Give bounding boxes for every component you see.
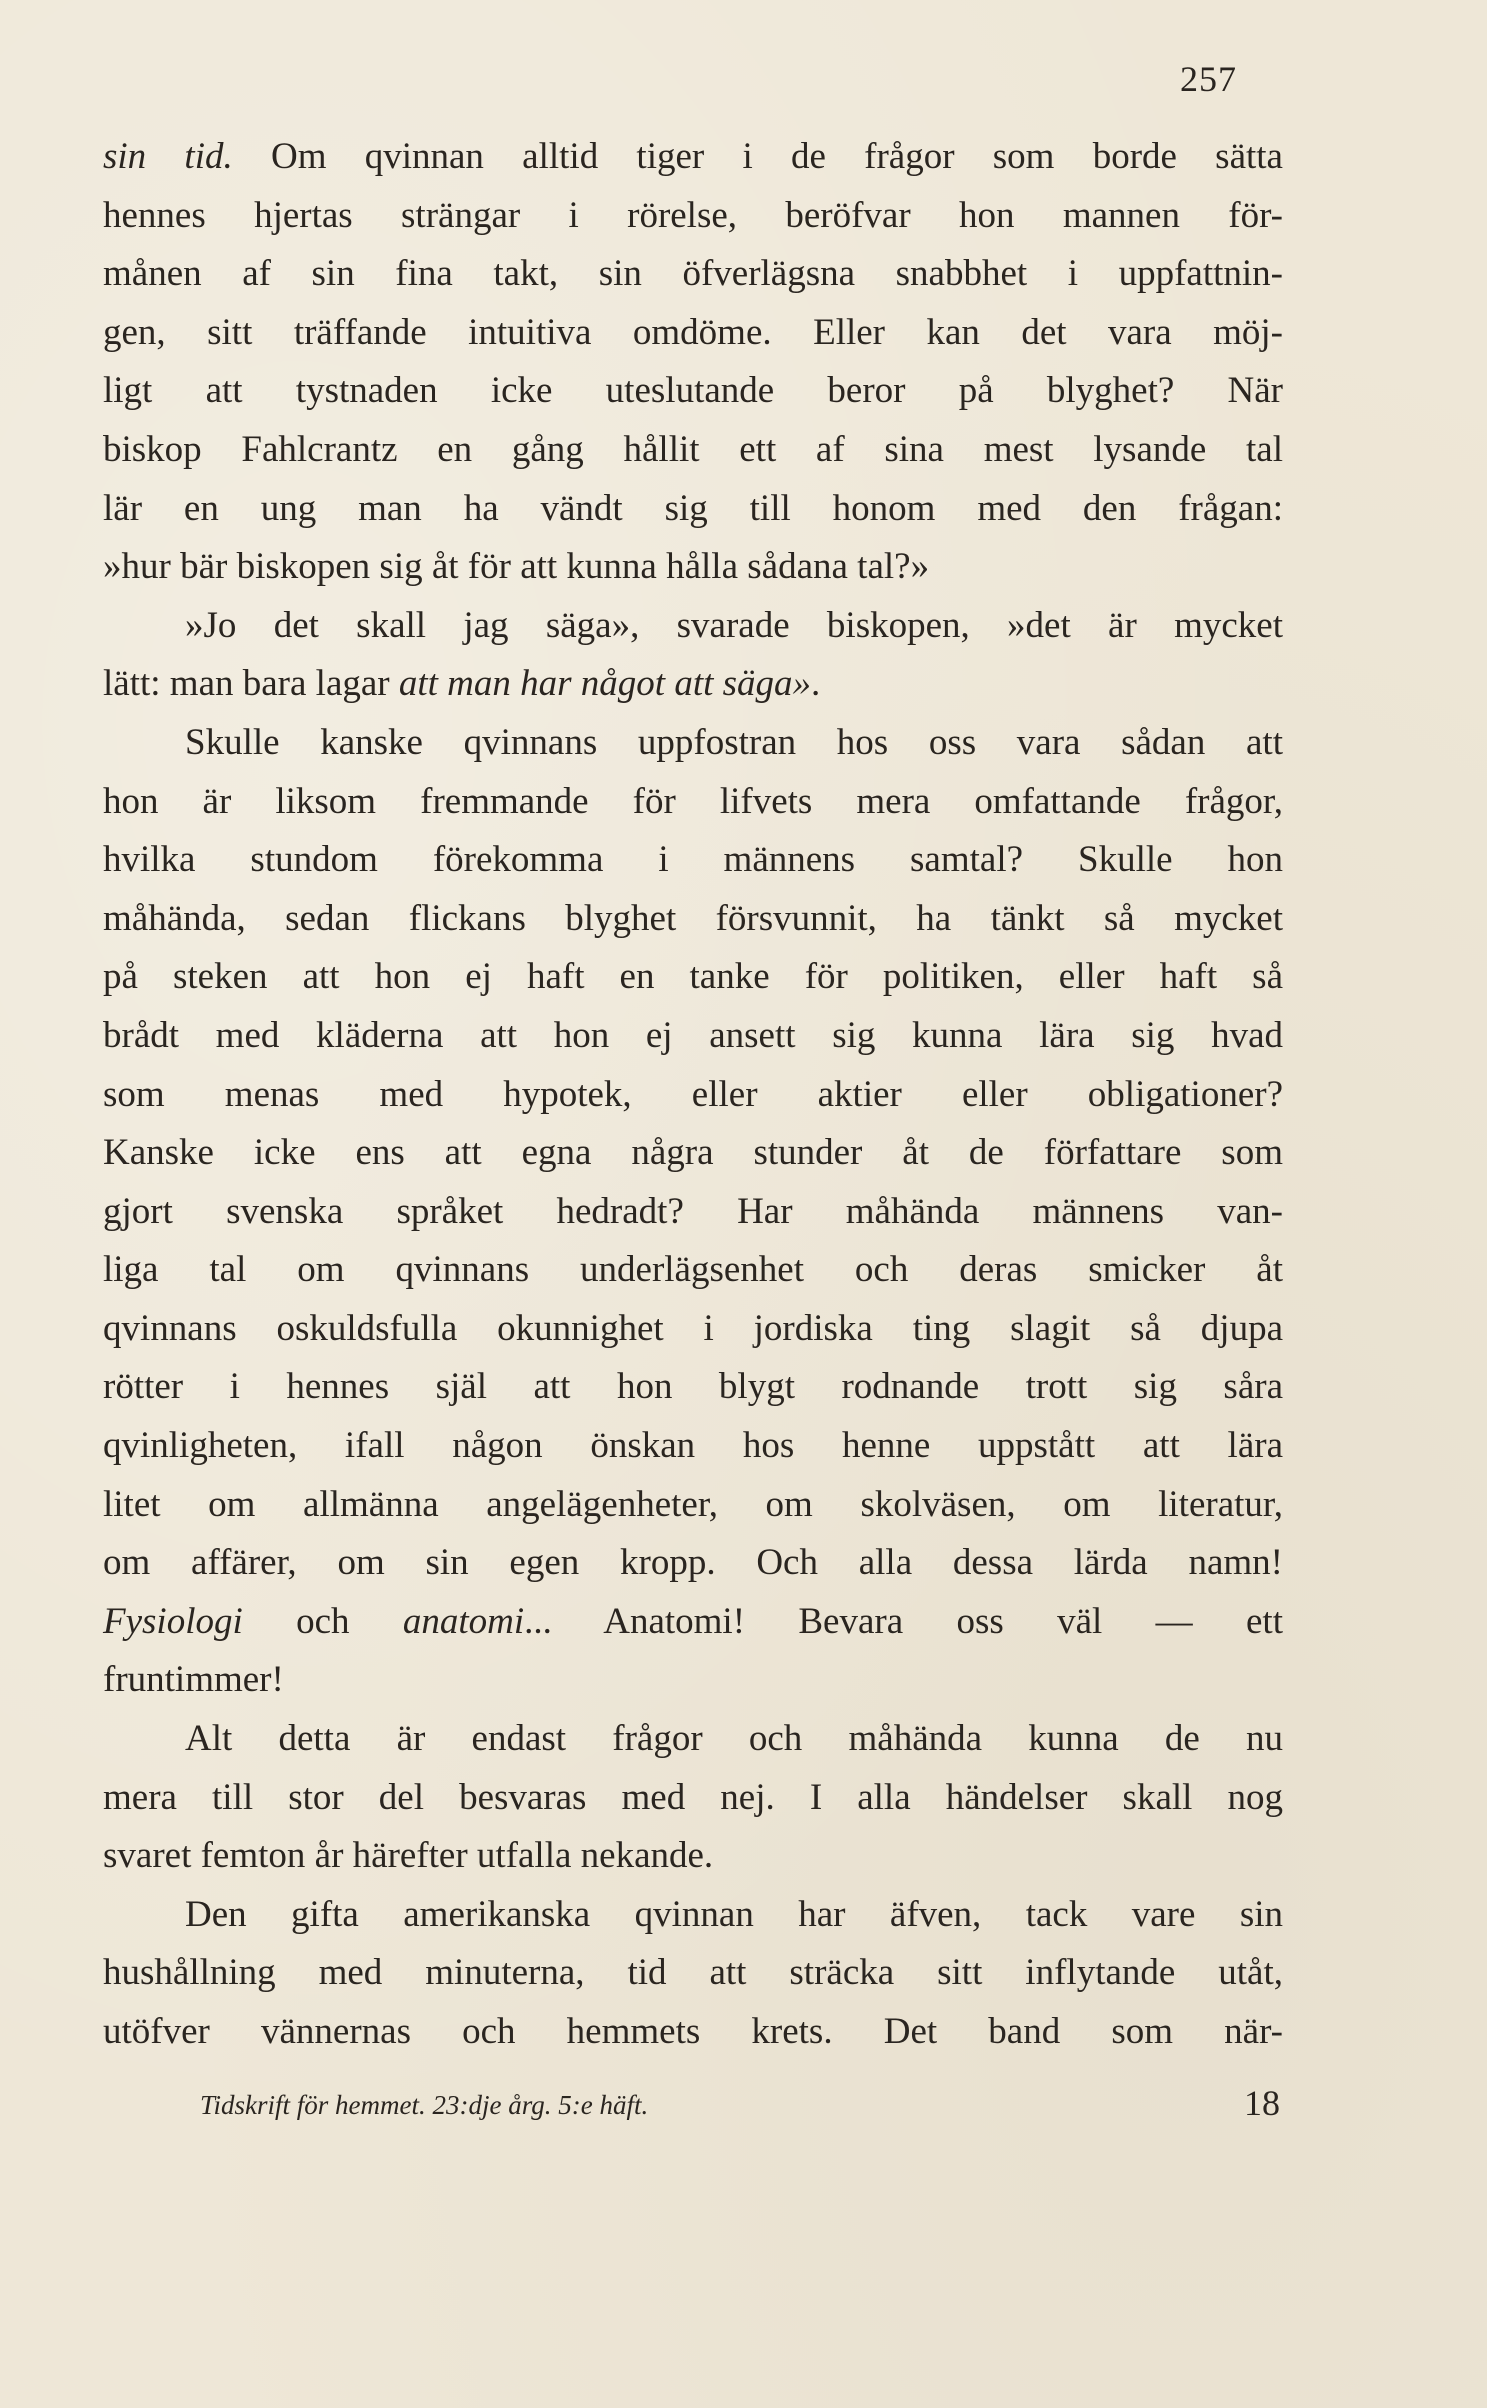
body-text (103, 128, 1283, 2062)
text-span: lär en ung man ha vändt sig till honom med den frågan: (103, 487, 1283, 529)
text-span: gen, sitt träffande intuitiva omdöme. Eller kan det vara möj- (103, 311, 1283, 353)
text-line (103, 1183, 1283, 1242)
text-line (103, 245, 1283, 304)
text-span: litet om allmänna angelägenheter, om skolväsen, om literatur, (103, 1483, 1283, 1525)
text-span: brådt med kläderna att hon ej ansett sig kunna lära sig hvad (103, 1014, 1283, 1056)
text-line (103, 1476, 1283, 1535)
text-span: ligt att tystnaden icke uteslutande beror på blyghet? När (103, 370, 1283, 412)
text-span: utöfver vännernas och hemmets krets. Det band som när- (103, 2011, 1283, 2052)
text-span: om affärer, om sin egen kropp. Och alla dessa lärda namn! (103, 1542, 1283, 1584)
text-line (103, 1769, 1283, 1828)
text-line (103, 1066, 1283, 1125)
text-line (103, 1710, 1283, 1769)
text-span: . (811, 663, 821, 705)
text-line (103, 1241, 1283, 1300)
text-span: hon är liksom fremmande för lifvets mera omfattande frågor, (103, 780, 1283, 822)
text-line (103, 597, 1283, 656)
text-span: svaret femton år härefter utfalla nekande. (103, 1835, 714, 1877)
text-line (103, 1886, 1283, 1945)
text-line (103, 538, 1283, 597)
journal-title: Tidskrift för hemmet. 23:dje årg. 5:e häft. (200, 2090, 649, 2120)
text-span: Alt detta är endast frågor och måhända kunna de nu (185, 1718, 1283, 1760)
text-span: fruntimmer! (103, 1659, 284, 1701)
text-line (103, 1300, 1283, 1359)
text-span: biskop Fahlcrantz en gång hållit ett af sina mest lysande tal (103, 428, 1283, 470)
text-line (103, 187, 1283, 246)
text-span: hushållning med minuterna, tid att sträcka sitt inflytande utåt, (103, 1952, 1283, 1994)
text-span: och (242, 1600, 403, 1642)
text-span: Den gifta amerikanska qvinnan har äfven, tack vare sin (185, 1893, 1283, 1935)
text-span: »hur bär biskopen sig åt för att kunna hålla sådana tal?» (103, 546, 930, 588)
text-span: qvinligheten, ifall någon önskan hos henne uppstått att lära (103, 1425, 1283, 1467)
text-line (103, 421, 1283, 480)
text-line (103, 948, 1283, 1007)
text-line (103, 304, 1283, 363)
text-line (103, 1944, 1283, 2003)
signature-mark: 18 (1244, 2083, 1280, 2123)
text-line (103, 1651, 1283, 1710)
text-span: hennes hjertas strängar i rörelse, beröfvar hon mannen för- (103, 194, 1283, 236)
page-number: 257 (1180, 59, 1237, 99)
italic-text: anatomi (402, 1600, 525, 1642)
text-span: liga tal om qvinnans underlägsenhet och deras smicker åt (103, 1249, 1283, 1291)
text-span: lätt: man bara lagar (103, 663, 399, 705)
text-line (103, 128, 1283, 187)
text-line (103, 890, 1283, 949)
text-line (103, 1534, 1283, 1593)
italic-text: Fysiologi (103, 1600, 243, 1642)
text-line (103, 480, 1283, 539)
text-line (103, 831, 1283, 890)
text-line (103, 773, 1283, 832)
text-span: Skulle kanske qvinnans uppfostran hos oss vara sådan att (185, 721, 1283, 763)
text-line (103, 1358, 1283, 1417)
text-line (103, 1124, 1283, 1183)
text-span: qvinnans oskuldsfulla okunnighet i jordiska ting slagit så djupa (103, 1307, 1283, 1349)
text-span: Om qvinnan alltid tiger i de frågor som borde sätta (232, 136, 1283, 177)
text-span: Kanske icke ens att egna några stunder åt de författare som (103, 1132, 1283, 1174)
text-span: som menas med hypotek, eller aktier eller obligationer? (103, 1073, 1283, 1115)
text-line (103, 1417, 1283, 1476)
text-line (103, 1827, 1283, 1886)
text-span: mera till stor del besvaras med nej. I alla händelser skall nog (103, 1776, 1283, 1818)
text-span: hvilka stundom förekomma i männens samtal? Skulle hon (103, 839, 1283, 881)
italic-text: sin tid. (103, 136, 233, 177)
text-line (103, 714, 1283, 773)
text-line (103, 2003, 1283, 2062)
text-line (103, 655, 1283, 714)
text-line (103, 1593, 1283, 1652)
text-span: månen af sin fina takt, sin öfverlägsna snabbhet i uppfattnin- (103, 253, 1283, 295)
text-span: gjort svenska språket hedradt? Har måhända männens van- (103, 1190, 1283, 1232)
text-line (103, 362, 1283, 421)
text-span: måhända, sedan flickans blyghet försvunnit, ha tänkt så mycket (103, 897, 1283, 939)
italic-text: att man har något att säga» (398, 663, 812, 705)
page-footer (200, 2083, 1280, 2138)
text-span: på steken att hon ej haft en tanke för politiken, eller haft så (103, 956, 1283, 998)
text-span: rötter i hennes själ att hon blygt rodnande trott sig såra (103, 1366, 1283, 1408)
text-line (103, 1007, 1283, 1066)
text-span: »Jo det skall jag säga», svarade biskopen, »det är mycket (185, 604, 1283, 646)
text-span: ... Anatomi! Bevara oss väl — ett (524, 1600, 1283, 1642)
